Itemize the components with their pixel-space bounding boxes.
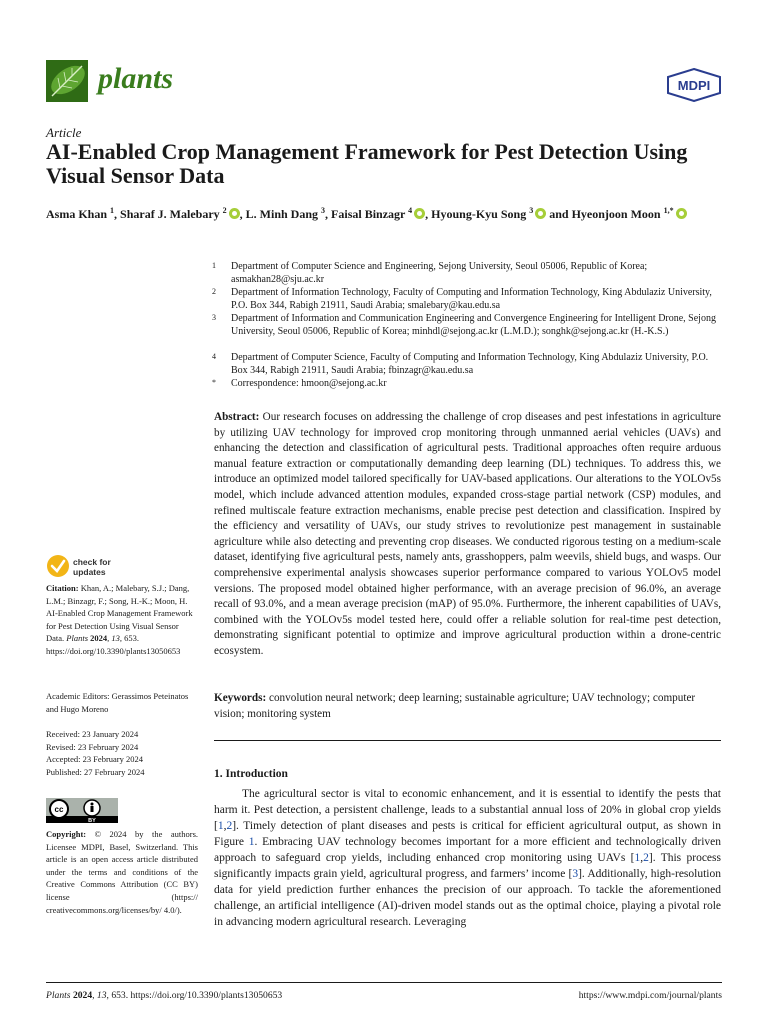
abstract-label: Abstract: [214,411,260,423]
plants-leaf-logo [46,60,88,102]
affiliation-number: 3 [212,313,216,322]
check-circle-icon [47,555,69,577]
check-line2: updates [73,567,106,577]
article-title: AI-Enabled Crop Management Framework for Pest Detection Using Visual Sensor Data [46,139,688,188]
affiliation-number: 2 [212,287,216,296]
reference-link[interactable]: 3 [572,868,579,880]
author-affiliation-sup: 3 [321,206,326,215]
article-type: Article [46,125,82,140]
author-separator: , [114,207,121,221]
citation-doi[interactable]: , 653. https://doi.org/10.3390/plants13050653 [46,633,181,656]
author-separator: , [425,207,432,221]
publication-dates [46,728,198,778]
author-affiliation-sup: 2 [222,206,227,215]
section-divider [214,740,721,741]
cc-by-license-icon[interactable] [46,798,118,823]
check-for-updates-badge[interactable] [46,552,126,580]
orcid-icon[interactable] [229,208,240,219]
journal-name: plants [98,62,174,95]
body-text-run: . Embracing UAV technology becomes important for a more efficient and technologically driven approach to safeguard crop yields, including enhanced crop monitoring using UAVs [ [214,836,722,864]
citation-journal: Plants [66,633,89,644]
reference-link[interactable]: 2 [226,820,233,832]
footer-doi[interactable]: , 653. https://doi.org/10.3390/plants13050653 [106,990,283,1001]
introduction-paragraph [214,786,721,930]
check-line1: check for [73,557,111,567]
affiliation-number: 4 [212,352,216,361]
author-separator: , [325,207,332,221]
footer-divider [46,982,722,983]
affiliation-item [212,286,727,312]
footer-citation: Plants 2024, 13, 653. https://doi.org/10.3390/plants13050653 [46,990,283,1001]
author-name: Sharaf J. Malebary [120,207,223,221]
affiliation-text: Department of Computer Science and Engineering, Sejong University, Seoul 05006, Republic of Korea; asmakhan28@sju.ac.kr [231,261,648,285]
affiliation-text: Correspondence: hmoon@sejong.ac.kr [231,378,387,389]
abstract-text: Our research focuses on addressing the challenge of crop diseases and pest infestations in agriculture by utilizing UAV technology for improved crop monitoring through unmanned aerial vehicles (UAVs) and enhancing the detection and classification of agricultural pests. Traditional approaches often require arduous manual feature extraction or computationally demanding deep learning (DL) techniques. To address this, we introduce an optimized model tailored specifically for UAV-based applications. Our alterations to the YOLOv5s model, which include advanced attention modules, expanded cross-stage partial network (CSP) modules, and refined multiscale feature extraction mechanisms, enable precise pest detection and classification. Inspired by the efficiency and versatility of UAVs, our study strives to revolutionize pest management in sustainable agriculture while also detecting and preventing crop diseases. We conducted rigorous testing on a medium-scale dataset, identifying five agricultural pests, namely ants, grasshoppers, palm weevils, shield bugs, and wasps. Our comprehensive experimental analysis showcases superior performance compared to various YOLOv5 model versions. The proposed model obtained higher performance, with an average precision of 96.0%, an average recall of 93.0%, and a mean average precision (mAP) of 95.0%. Furthermore, the inherent capabilities of UAVs, combined with the YOLOv5s model tested here, could offer a reliable solution for real-time pest detection, demonstrating significant potential to optimize and improve agricultural production within a drone-centric ecosystem. [214,411,722,657]
author-affiliation-sup: 1,* [663,206,674,215]
copyright-text: © 2024 by the authors. Licensee MDPI, Basel, Switzerland. This article is an open access article distributed under the terms and conditions of the Creative Commons Attribution (CC BY) license (https:// creativecommons.org/licenses/by/ 4.0/). [46,829,199,915]
author-separator: and [546,207,572,221]
affiliation-number: * [212,378,216,387]
date-line: Accepted: 23 February 2024 [46,754,144,765]
author-affiliation-sup: 4 [408,206,413,215]
date-line: Revised: 23 February 2024 [46,741,139,752]
footer-journal-url[interactable]: https://www.mdpi.com/journal/plants [578,990,722,1001]
copyright-label: Copyright: [46,829,87,839]
section-title: 1. Introduction [214,768,288,780]
citation-year: 2024 [90,633,108,644]
affiliation-item [212,312,727,338]
affiliation-number: 1 [212,261,216,270]
reference-link[interactable]: 1 [634,852,641,864]
author-name: Hyeonjoon Moon [571,207,664,221]
affiliation-item [212,351,727,377]
mdpi-logo [666,68,722,102]
citation-label: Citation: [46,583,79,593]
author-name: Hyoung-Kyu Song [431,207,530,221]
date-line: Published: 27 February 2024 [46,766,145,777]
body-text-run: , [223,820,227,832]
body-text-run: ]. This process significantly impacts grain yield, agricultural progress, and farmers’ income [ [214,852,721,880]
affiliation-text: Department of Computer Science, Faculty of Computing and Information Technology, King Abdulaziz University, P.O. Box 344, Rabigh 21911, Saudi Arabia; fbinzagr@kau.edu.sa [231,352,709,376]
copyright-block [46,828,198,916]
affiliation-text: Department of Information Technology, Faculty of Computing and Information Technology, King Abdulaziz University, P.O. Box 344, Rabigh 21911, Saudi Arabia; smalebary@kau.edu.sa [231,287,712,311]
footer-volume: 13 [96,990,107,1001]
reference-link[interactable]: 2 [643,852,649,864]
body-text-run: The agricultural sector is vital to economic enhancement, and it is essential to identify the pests that harm it. Pest detection, a persistent challenge, leads to a substantial annual loss of 20% in global crop yields [ [214,788,721,832]
academic-editors: Academic Editors: Gerassimos Peteinatos and Hugo Moreno [46,691,189,714]
author-name: Asma Khan [46,207,111,221]
footer-year: 2024 [72,990,93,1001]
keywords-label: Keywords: [214,692,267,704]
author-separator: , [239,207,246,221]
keywords-text: convolution neural network; deep learning; sustainable agriculture; UAV technology; computer vision; monitoring system [214,692,696,720]
affiliation-item [212,260,727,286]
date-line: Received: 23 January 2024 [46,729,139,739]
author-affiliation-sup: 3 [529,206,534,215]
reference-link[interactable]: 1 [217,820,224,832]
affiliation-text: Department of Information and Communication Engineering and Convergence Engineering for Intelligent Drone, Sejong University, Seoul 05006, Republic of Korea; minhdl@sejong.ac.kr (L.M.D.); songhk@sejong.ac.kr (H.-K.S.) [231,313,716,337]
author-affiliation-sup: 1 [110,206,115,215]
author-list [46,202,726,223]
cc-by-text: BY [88,818,96,823]
footer-journal: Plants [46,990,71,1001]
mdpi-text: MDPI [677,78,711,93]
orcid-icon[interactable] [535,208,546,219]
cc-text: cc [54,805,64,814]
citation-volume: 13 [111,633,120,644]
body-text-run: , [640,852,644,864]
orcid-icon[interactable] [676,208,687,219]
citation-block: Citation: Khan, A.; Malebary, S.J.; Dang, L.M.; Binzagr, F.; Song, H.-K.; Moon, H. AI-Enabled Crop Management Framework for Pest Detection Using Visual Sensor Data. Plants 2024, 13, 653. https://doi.org/10.3390/plants13050653 [46,583,193,656]
orcid-icon[interactable] [414,208,425,219]
reference-link[interactable]: 1 [248,836,255,848]
body-text-run: ]. Timely detection of plant diseases and pests is critical for efficient agricultural output, as shown in Figure [214,820,721,848]
author-name: L. Minh Dang [245,207,322,221]
citation-text: Khan, A.; Malebary, S.J.; Dang, L.M.; Binzagr, F.; Song, H.-K.; Moon, H. AI-Enabled Crop Management Framework for Pest Detection Using Visual Sensor Data. [46,583,193,644]
author-name: Faisal Binzagr [331,207,409,221]
keywords [214,691,721,722]
abstract [214,410,721,660]
affiliation-item [212,377,727,390]
body-text-run: ]. Additionally, high-resolution data for yield prediction further enhances the precision of our approach. To tackle the aforementioned challenge, an artificial intelligence (AI)-driven model stands out as the optimal choice, playing a pivotal role in advancing modern agricultural research. Leveraging [214,868,721,928]
